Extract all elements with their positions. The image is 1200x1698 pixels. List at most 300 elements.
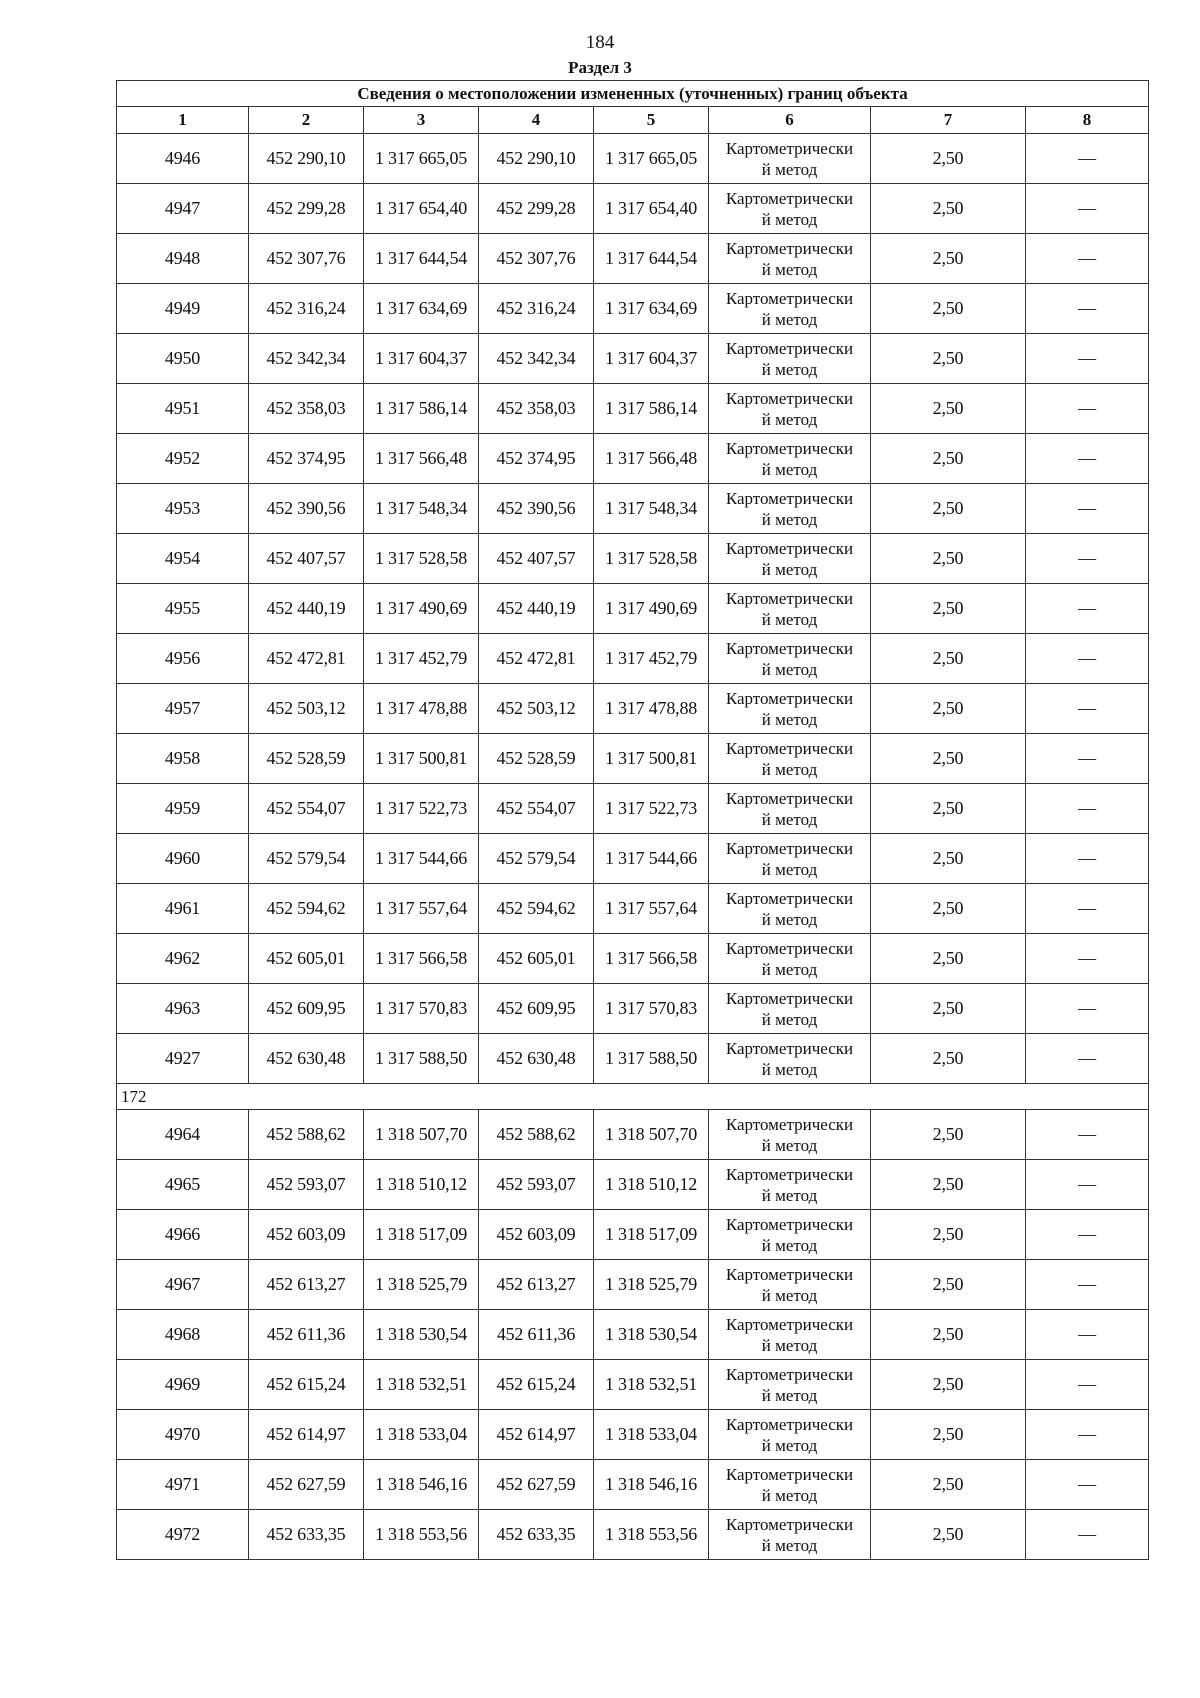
- new-x-cell: 452 307,76: [479, 234, 594, 284]
- marker-cell: —: [1026, 334, 1149, 384]
- existing-x-cell: 452 579,54: [249, 834, 364, 884]
- method-line-2: й метод: [761, 659, 818, 679]
- new-y-cell: 1 317 478,88: [594, 684, 709, 734]
- point-number-cell: 4970: [117, 1410, 249, 1460]
- method-cell: [709, 134, 871, 184]
- column-number: 8: [1026, 107, 1149, 134]
- existing-y-cell: 1 318 546,16: [364, 1460, 479, 1510]
- point-number-cell: 4959: [117, 784, 249, 834]
- method-cell: [709, 384, 871, 434]
- table-caption: Сведения о местоположении измененных (уточненных) границ объекта: [117, 81, 1149, 107]
- point-number-cell: 4956: [117, 634, 249, 684]
- method-line-1: Картометрически: [725, 1414, 854, 1434]
- new-y-cell: 1 317 522,73: [594, 784, 709, 834]
- new-y-cell: 1 318 530,54: [594, 1310, 709, 1360]
- existing-x-cell: 452 316,24: [249, 284, 364, 334]
- marker-cell: —: [1026, 734, 1149, 784]
- marker-cell: —: [1026, 1510, 1149, 1560]
- method-cell: [709, 234, 871, 284]
- new-y-cell: 1 318 532,51: [594, 1360, 709, 1410]
- accuracy-cell: 2,50: [871, 634, 1026, 684]
- method-cell: [709, 684, 871, 734]
- point-number-cell: 4972: [117, 1510, 249, 1560]
- method-cell: [709, 834, 871, 884]
- accuracy-cell: 2,50: [871, 784, 1026, 834]
- accuracy-cell: 2,50: [871, 1034, 1026, 1084]
- group-header-row: [117, 1084, 1149, 1110]
- new-y-cell: 1 317 634,69: [594, 284, 709, 334]
- new-x-cell: 452 627,59: [479, 1460, 594, 1510]
- marker-cell: —: [1026, 384, 1149, 434]
- point-number-cell: 4953: [117, 484, 249, 534]
- point-number-cell: 4948: [117, 234, 249, 284]
- new-x-cell: 452 528,59: [479, 734, 594, 784]
- method-cell: [709, 334, 871, 384]
- new-y-cell: 1 317 644,54: [594, 234, 709, 284]
- existing-y-cell: 1 317 644,54: [364, 234, 479, 284]
- method-line-1: Картометрически: [725, 438, 854, 458]
- new-y-cell: 1 317 548,34: [594, 484, 709, 534]
- new-y-cell: 1 317 566,58: [594, 934, 709, 984]
- existing-x-cell: 452 605,01: [249, 934, 364, 984]
- method-line-2: й метод: [761, 1435, 818, 1455]
- table-row: [117, 684, 1149, 734]
- existing-y-cell: 1 317 570,83: [364, 984, 479, 1034]
- new-y-cell: 1 317 665,05: [594, 134, 709, 184]
- method-cell: [709, 1034, 871, 1084]
- existing-x-cell: 452 613,27: [249, 1260, 364, 1310]
- point-number-cell: 4967: [117, 1260, 249, 1310]
- method-line-1: Картометрически: [725, 888, 854, 908]
- table-caption-row: [117, 81, 1149, 107]
- method-line-2: й метод: [761, 459, 818, 479]
- new-y-cell: 1 317 586,14: [594, 384, 709, 434]
- point-number-cell: 4961: [117, 884, 249, 934]
- new-x-cell: 452 594,62: [479, 884, 594, 934]
- accuracy-cell: 2,50: [871, 834, 1026, 884]
- new-x-cell: 452 554,07: [479, 784, 594, 834]
- accuracy-cell: 2,50: [871, 1360, 1026, 1410]
- existing-x-cell: 452 603,09: [249, 1210, 364, 1260]
- method-line-1: Картометрически: [725, 938, 854, 958]
- accuracy-cell: 2,50: [871, 984, 1026, 1034]
- method-line-2: й метод: [761, 1535, 818, 1555]
- marker-cell: —: [1026, 1034, 1149, 1084]
- existing-y-cell: 1 318 525,79: [364, 1260, 479, 1310]
- point-number-cell: 4949: [117, 284, 249, 334]
- method-line-1: Картометрически: [725, 738, 854, 758]
- new-x-cell: 452 613,27: [479, 1260, 594, 1310]
- method-line-1: Картометрически: [725, 788, 854, 808]
- method-cell: [709, 734, 871, 784]
- method-cell: [709, 434, 871, 484]
- point-number-cell: 4960: [117, 834, 249, 884]
- new-x-cell: 452 611,36: [479, 1310, 594, 1360]
- new-y-cell: 1 317 604,37: [594, 334, 709, 384]
- method-line-1: Картометрически: [725, 188, 854, 208]
- existing-x-cell: 452 611,36: [249, 1310, 364, 1360]
- method-line-1: Картометрически: [725, 1214, 854, 1234]
- method-cell: [709, 1310, 871, 1360]
- existing-y-cell: 1 317 522,73: [364, 784, 479, 834]
- new-x-cell: 452 579,54: [479, 834, 594, 884]
- new-y-cell: 1 317 528,58: [594, 534, 709, 584]
- boundary-table: [116, 80, 1149, 1560]
- marker-cell: —: [1026, 284, 1149, 334]
- column-number: 1: [117, 107, 249, 134]
- table-row: [117, 934, 1149, 984]
- accuracy-cell: 2,50: [871, 884, 1026, 934]
- point-number-cell: 4952: [117, 434, 249, 484]
- new-x-cell: 452 609,95: [479, 984, 594, 1034]
- new-x-cell: 452 588,62: [479, 1110, 594, 1160]
- existing-x-cell: 452 290,10: [249, 134, 364, 184]
- method-line-2: й метод: [761, 559, 818, 579]
- existing-x-cell: 452 593,07: [249, 1160, 364, 1210]
- existing-x-cell: 452 554,07: [249, 784, 364, 834]
- method-line-1: Картометрически: [725, 238, 854, 258]
- section-title: Раздел 3: [568, 58, 632, 77]
- existing-x-cell: 452 472,81: [249, 634, 364, 684]
- existing-x-cell: 452 503,12: [249, 684, 364, 734]
- new-y-cell: 1 317 570,83: [594, 984, 709, 1034]
- new-y-cell: 1 317 557,64: [594, 884, 709, 934]
- table-row: [117, 834, 1149, 884]
- method-line-2: й метод: [761, 859, 818, 879]
- existing-x-cell: 452 440,19: [249, 584, 364, 634]
- column-number: 7: [871, 107, 1026, 134]
- point-number-cell: 4958: [117, 734, 249, 784]
- accuracy-cell: 2,50: [871, 734, 1026, 784]
- accuracy-cell: 2,50: [871, 184, 1026, 234]
- existing-x-cell: 452 307,76: [249, 234, 364, 284]
- new-x-cell: 452 605,01: [479, 934, 594, 984]
- existing-x-cell: 452 358,03: [249, 384, 364, 434]
- method-line-2: й метод: [761, 359, 818, 379]
- method-line-2: й метод: [761, 259, 818, 279]
- new-y-cell: 1 318 510,12: [594, 1160, 709, 1210]
- table-row: [117, 134, 1149, 184]
- method-line-2: й метод: [761, 709, 818, 729]
- method-cell: [709, 584, 871, 634]
- existing-y-cell: 1 317 490,69: [364, 584, 479, 634]
- point-number-cell: 4962: [117, 934, 249, 984]
- accuracy-cell: 2,50: [871, 284, 1026, 334]
- existing-x-cell: 452 528,59: [249, 734, 364, 784]
- marker-cell: —: [1026, 184, 1149, 234]
- marker-cell: —: [1026, 1260, 1149, 1310]
- existing-x-cell: 452 630,48: [249, 1034, 364, 1084]
- accuracy-cell: 2,50: [871, 1160, 1026, 1210]
- new-x-cell: 452 374,95: [479, 434, 594, 484]
- new-x-cell: 452 440,19: [479, 584, 594, 634]
- accuracy-cell: 2,50: [871, 384, 1026, 434]
- method-line-1: Картометрически: [725, 488, 854, 508]
- existing-y-cell: 1 317 566,48: [364, 434, 479, 484]
- table-row: [117, 284, 1149, 334]
- method-line-2: й метод: [761, 209, 818, 229]
- accuracy-cell: 2,50: [871, 1210, 1026, 1260]
- column-number-row: [117, 107, 1149, 134]
- existing-x-cell: 452 299,28: [249, 184, 364, 234]
- new-x-cell: 452 603,09: [479, 1210, 594, 1260]
- accuracy-cell: 2,50: [871, 434, 1026, 484]
- method-line-1: Картометрически: [725, 338, 854, 358]
- existing-x-cell: 452 342,34: [249, 334, 364, 384]
- column-number: 6: [709, 107, 871, 134]
- existing-x-cell: 452 588,62: [249, 1110, 364, 1160]
- method-cell: [709, 534, 871, 584]
- table-row: [117, 334, 1149, 384]
- marker-cell: —: [1026, 134, 1149, 184]
- method-line-1: Картометрически: [725, 538, 854, 558]
- table-body: [117, 134, 1149, 1560]
- existing-x-cell: 452 614,97: [249, 1410, 364, 1460]
- method-line-2: й метод: [761, 609, 818, 629]
- marker-cell: —: [1026, 1210, 1149, 1260]
- existing-y-cell: 1 318 510,12: [364, 1160, 479, 1210]
- new-x-cell: 452 593,07: [479, 1160, 594, 1210]
- marker-cell: —: [1026, 1360, 1149, 1410]
- new-y-cell: 1 317 452,79: [594, 634, 709, 684]
- table-row: [117, 484, 1149, 534]
- marker-cell: —: [1026, 1310, 1149, 1360]
- marker-cell: —: [1026, 684, 1149, 734]
- table-row: [117, 1160, 1149, 1210]
- existing-x-cell: 452 374,95: [249, 434, 364, 484]
- column-number: 3: [364, 107, 479, 134]
- existing-y-cell: 1 317 548,34: [364, 484, 479, 534]
- marker-cell: —: [1026, 884, 1149, 934]
- marker-cell: —: [1026, 834, 1149, 884]
- point-number-cell: 4947: [117, 184, 249, 234]
- page-number: 184: [585, 32, 615, 53]
- method-cell: [709, 1510, 871, 1560]
- method-line-2: й метод: [761, 1135, 818, 1155]
- new-x-cell: 452 633,35: [479, 1510, 594, 1560]
- method-cell: [709, 634, 871, 684]
- method-line-2: й метод: [761, 1335, 818, 1355]
- new-x-cell: 452 342,34: [479, 334, 594, 384]
- existing-x-cell: 452 594,62: [249, 884, 364, 934]
- accuracy-cell: 2,50: [871, 1260, 1026, 1310]
- method-line-1: Картометрически: [725, 138, 854, 158]
- new-x-cell: 452 407,57: [479, 534, 594, 584]
- method-line-2: й метод: [761, 909, 818, 929]
- accuracy-cell: 2,50: [871, 584, 1026, 634]
- column-number: 4: [479, 107, 594, 134]
- new-x-cell: 452 390,56: [479, 484, 594, 534]
- method-line-1: Картометрически: [725, 1114, 854, 1134]
- new-x-cell: 452 472,81: [479, 634, 594, 684]
- table-row: [117, 1260, 1149, 1310]
- existing-y-cell: 1 318 517,09: [364, 1210, 479, 1260]
- table-row: [117, 234, 1149, 284]
- table-row: [117, 434, 1149, 484]
- new-y-cell: 1 317 588,50: [594, 1034, 709, 1084]
- table-row: [117, 534, 1149, 584]
- method-cell: [709, 1360, 871, 1410]
- method-line-1: Картометрически: [725, 1464, 854, 1484]
- new-x-cell: 452 630,48: [479, 1034, 594, 1084]
- table-row: [117, 984, 1149, 1034]
- marker-cell: —: [1026, 1160, 1149, 1210]
- accuracy-cell: 2,50: [871, 234, 1026, 284]
- marker-cell: —: [1026, 634, 1149, 684]
- method-cell: [709, 934, 871, 984]
- point-number-cell: 4927: [117, 1034, 249, 1084]
- method-line-1: Картометрически: [725, 1364, 854, 1384]
- new-y-cell: 1 318 525,79: [594, 1260, 709, 1310]
- existing-y-cell: 1 317 654,40: [364, 184, 479, 234]
- new-y-cell: 1 318 546,16: [594, 1460, 709, 1510]
- table-row: [117, 1460, 1149, 1510]
- method-cell: [709, 1410, 871, 1460]
- table-row: [117, 1310, 1149, 1360]
- accuracy-cell: 2,50: [871, 534, 1026, 584]
- new-y-cell: 1 318 507,70: [594, 1110, 709, 1160]
- group-label: 172: [117, 1084, 1149, 1110]
- method-line-2: й метод: [761, 759, 818, 779]
- existing-y-cell: 1 317 528,58: [364, 534, 479, 584]
- existing-y-cell: 1 317 588,50: [364, 1034, 479, 1084]
- existing-x-cell: 452 615,24: [249, 1360, 364, 1410]
- new-y-cell: 1 318 533,04: [594, 1410, 709, 1460]
- method-line-2: й метод: [761, 959, 818, 979]
- existing-x-cell: 452 633,35: [249, 1510, 364, 1560]
- marker-cell: —: [1026, 984, 1149, 1034]
- method-line-1: Картометрически: [725, 588, 854, 608]
- accuracy-cell: 2,50: [871, 684, 1026, 734]
- existing-y-cell: 1 318 507,70: [364, 1110, 479, 1160]
- point-number-cell: 4957: [117, 684, 249, 734]
- point-number-cell: 4966: [117, 1210, 249, 1260]
- column-number: 5: [594, 107, 709, 134]
- method-line-2: й метод: [761, 409, 818, 429]
- new-y-cell: 1 317 544,66: [594, 834, 709, 884]
- point-number-cell: 4955: [117, 584, 249, 634]
- method-line-2: й метод: [761, 309, 818, 329]
- table-row: [117, 1034, 1149, 1084]
- method-cell: [709, 1260, 871, 1310]
- method-line-2: й метод: [761, 1385, 818, 1405]
- table-row: [117, 584, 1149, 634]
- new-y-cell: 1 317 566,48: [594, 434, 709, 484]
- marker-cell: —: [1026, 484, 1149, 534]
- method-line-2: й метод: [761, 509, 818, 529]
- method-line-2: й метод: [761, 159, 818, 179]
- table-row: [117, 884, 1149, 934]
- method-line-2: й метод: [761, 809, 818, 829]
- method-line-2: й метод: [761, 1059, 818, 1079]
- existing-y-cell: 1 317 544,66: [364, 834, 479, 884]
- table-row: [117, 1360, 1149, 1410]
- existing-y-cell: 1 317 634,69: [364, 284, 479, 334]
- method-line-1: Картометрически: [725, 1164, 854, 1184]
- marker-cell: —: [1026, 234, 1149, 284]
- new-x-cell: 452 614,97: [479, 1410, 594, 1460]
- table-row: [117, 1210, 1149, 1260]
- new-x-cell: 452 615,24: [479, 1360, 594, 1410]
- existing-y-cell: 1 317 452,79: [364, 634, 479, 684]
- marker-cell: —: [1026, 1460, 1149, 1510]
- method-line-1: Картометрически: [725, 1314, 854, 1334]
- method-cell: [709, 1160, 871, 1210]
- existing-y-cell: 1 317 586,14: [364, 384, 479, 434]
- accuracy-cell: 2,50: [871, 1460, 1026, 1510]
- existing-y-cell: 1 317 604,37: [364, 334, 479, 384]
- existing-x-cell: 452 609,95: [249, 984, 364, 1034]
- existing-y-cell: 1 317 557,64: [364, 884, 479, 934]
- method-line-1: Картометрически: [725, 988, 854, 1008]
- marker-cell: —: [1026, 584, 1149, 634]
- method-line-2: й метод: [761, 1235, 818, 1255]
- new-x-cell: 452 290,10: [479, 134, 594, 184]
- new-y-cell: 1 318 517,09: [594, 1210, 709, 1260]
- accuracy-cell: 2,50: [871, 134, 1026, 184]
- existing-y-cell: 1 317 566,58: [364, 934, 479, 984]
- method-cell: [709, 184, 871, 234]
- table-row: [117, 734, 1149, 784]
- method-line-1: Картометрически: [725, 638, 854, 658]
- method-cell: [709, 284, 871, 334]
- point-number-cell: 4954: [117, 534, 249, 584]
- method-line-1: Картометрически: [725, 688, 854, 708]
- existing-y-cell: 1 318 533,04: [364, 1410, 479, 1460]
- marker-cell: —: [1026, 1110, 1149, 1160]
- point-number-cell: 4964: [117, 1110, 249, 1160]
- method-cell: [709, 1210, 871, 1260]
- table-row: [117, 1110, 1149, 1160]
- table-row: [117, 1510, 1149, 1560]
- point-number-cell: 4969: [117, 1360, 249, 1410]
- method-line-2: й метод: [761, 1285, 818, 1305]
- accuracy-cell: 2,50: [871, 1310, 1026, 1360]
- new-x-cell: 452 316,24: [479, 284, 594, 334]
- table-row: [117, 634, 1149, 684]
- existing-y-cell: 1 318 530,54: [364, 1310, 479, 1360]
- point-number-cell: 4968: [117, 1310, 249, 1360]
- method-line-2: й метод: [761, 1485, 818, 1505]
- method-line-2: й метод: [761, 1009, 818, 1029]
- existing-y-cell: 1 318 553,56: [364, 1510, 479, 1560]
- existing-y-cell: 1 317 478,88: [364, 684, 479, 734]
- point-number-cell: 4963: [117, 984, 249, 1034]
- method-cell: [709, 1460, 871, 1510]
- point-number-cell: 4951: [117, 384, 249, 434]
- point-number-cell: 4965: [117, 1160, 249, 1210]
- method-line-1: Картометрически: [725, 288, 854, 308]
- marker-cell: —: [1026, 534, 1149, 584]
- method-line-1: Картометрически: [725, 1038, 854, 1058]
- existing-y-cell: 1 317 665,05: [364, 134, 479, 184]
- boundary-table-container: [116, 80, 1148, 1560]
- new-y-cell: 1 317 654,40: [594, 184, 709, 234]
- method-cell: [709, 784, 871, 834]
- accuracy-cell: 2,50: [871, 1510, 1026, 1560]
- method-line-1: Картометрически: [725, 1514, 854, 1534]
- table-row: [117, 784, 1149, 834]
- point-number-cell: 4950: [117, 334, 249, 384]
- table-row: [117, 184, 1149, 234]
- method-line-1: Картометрически: [725, 1264, 854, 1284]
- method-cell: [709, 484, 871, 534]
- marker-cell: —: [1026, 934, 1149, 984]
- new-y-cell: 1 318 553,56: [594, 1510, 709, 1560]
- marker-cell: —: [1026, 434, 1149, 484]
- existing-x-cell: 452 390,56: [249, 484, 364, 534]
- accuracy-cell: 2,50: [871, 934, 1026, 984]
